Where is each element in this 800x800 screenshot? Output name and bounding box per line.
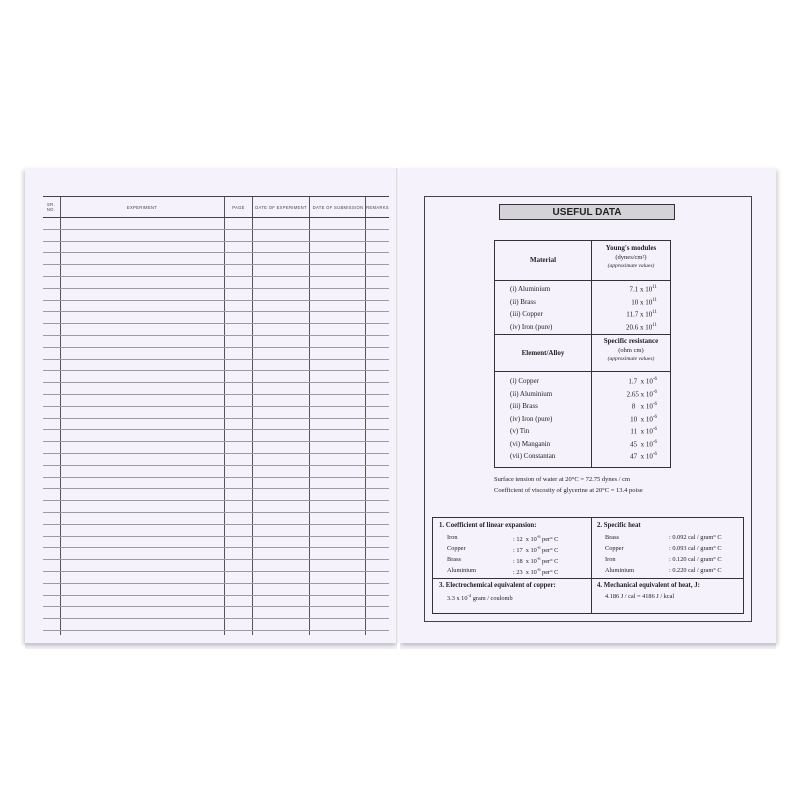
index-row-line <box>43 477 389 478</box>
index-row-line <box>43 441 389 442</box>
index-row-line <box>43 465 389 466</box>
mechanical-heat-title: 4. Mechanical equivalent of heat, J: <box>597 582 700 589</box>
index-row-line <box>43 311 389 312</box>
constants-box <box>432 517 744 614</box>
index-row-line <box>43 359 389 360</box>
constant-value-text: : 0.220 cal / gram° C <box>669 567 722 574</box>
index-row-line <box>43 394 389 395</box>
index-row-line <box>43 229 389 230</box>
index-row-line <box>43 288 389 289</box>
box-divider <box>591 518 592 613</box>
index-row-line <box>43 347 389 348</box>
index-row-line <box>43 264 389 265</box>
value-mantissa: 2.65 x 10 <box>626 389 653 398</box>
index-row-line <box>43 335 389 336</box>
value-mantissa: 11.7 x 10 <box>626 310 653 319</box>
useful-data-frame <box>424 196 752 622</box>
constant-value-text: : 0.092 cal / gram° C <box>669 534 722 541</box>
value-mantissa: 10 x 10 <box>631 297 653 306</box>
index-row-line <box>43 453 389 454</box>
header-sr-no: SR. NO. <box>46 202 56 212</box>
header-experiment: EXPERIMENT <box>126 204 158 210</box>
value-mantissa: 11 x 10 <box>630 427 653 436</box>
specific-resistance-approx: (approximate values) <box>607 356 655 362</box>
linear-expansion-title: 1. Coefficient of linear expansion: <box>439 522 537 529</box>
material-value <box>577 452 657 460</box>
value-mantissa: 7.1 x 10 <box>629 285 653 294</box>
material-properties-table <box>494 240 671 468</box>
index-row-line <box>43 630 389 631</box>
column-divider <box>224 197 225 635</box>
constant-material: Iron <box>605 556 616 563</box>
index-row-line <box>43 512 389 513</box>
material-name: (iv) Iron (pure) <box>510 414 553 423</box>
constant-unit: per° C <box>540 558 559 566</box>
specific-resistance-units: (ohm cm) <box>618 347 644 354</box>
material-value <box>577 377 657 385</box>
specific-heat-title: 2. Specific heat <box>597 522 641 529</box>
electrochemical-exponent: -4 <box>467 593 472 598</box>
constant-material: Aluminium <box>605 567 635 574</box>
value-exponent: -6 <box>652 414 657 420</box>
youngs-modulus-header <box>592 244 670 271</box>
mechanical-heat-value: 4.186 J / cal = 4186 J / kcal <box>605 593 675 600</box>
index-row-line <box>43 382 389 383</box>
constant-exponent: -6 <box>536 534 541 539</box>
constant-value <box>513 545 558 554</box>
constant-material: Brass <box>447 556 461 563</box>
material-name: (vii) Constantan <box>510 452 556 460</box>
constant-value-text: : 23 x 10 <box>513 569 537 577</box>
surface-tension-note: Surface tension of water at 20°C = 72.75 dynes / cm <box>494 476 631 483</box>
value-mantissa: 20.6 x 10 <box>626 322 653 331</box>
specific-resistance-title: Specific resistance <box>603 337 659 345</box>
viscosity-note: Coefficient of viscosity of glycerine at 20°C = 13.4 poise <box>494 487 643 494</box>
index-row-line <box>43 406 389 407</box>
material-value <box>577 415 657 423</box>
material-value <box>577 323 657 331</box>
constant-material: Brass <box>605 534 619 541</box>
material-value <box>577 402 657 410</box>
youngs-modulus-title: Young's modules <box>605 244 657 252</box>
material-name: (iii) Copper <box>510 310 543 318</box>
material-name: (ii) Aluminium <box>510 389 553 398</box>
constant-exponent: -6 <box>536 556 541 561</box>
column-divider <box>60 197 61 635</box>
index-row-line <box>43 429 389 430</box>
material-value <box>577 298 657 306</box>
value-mantissa: 8 x 10 <box>631 402 653 411</box>
useful-data-title: USEFUL DATA <box>499 204 675 220</box>
table-divider <box>495 280 670 281</box>
constant-unit: per° C <box>540 569 559 577</box>
material-name: (iv) Iron (pure) <box>510 322 553 331</box>
value-mantissa: 45 x 10 <box>630 439 653 448</box>
index-row-line <box>43 595 389 596</box>
index-row-line <box>43 500 389 501</box>
value-exponent: 11 <box>652 285 657 290</box>
constant-unit: per° C <box>540 536 559 544</box>
electrochemical-unit: gram / coulomb <box>471 595 513 603</box>
element-alloy-header: Element/Alloy <box>521 349 565 357</box>
constant-value-text: : 0.120 cal / gram° C <box>669 556 722 563</box>
value-exponent: -6 <box>652 377 657 382</box>
electrochemical-mantissa: 3.3 x 10 <box>447 595 468 603</box>
value-mantissa: 1.7 x 10 <box>628 377 653 386</box>
constant-material: Aluminium <box>447 567 477 574</box>
material-header: Material <box>529 256 557 264</box>
table-divider <box>495 334 670 335</box>
constant-value <box>513 556 558 565</box>
index-page <box>25 168 397 643</box>
specific-resistance-header <box>592 337 670 364</box>
index-row-line <box>43 618 389 619</box>
youngs-modulus-approx: (approximate values) <box>607 263 655 269</box>
index-row-line <box>43 606 389 607</box>
constant-value-text: : 12 x 10 <box>513 536 537 544</box>
constant-material: Copper <box>447 545 466 552</box>
constant-value <box>669 545 722 552</box>
column-divider <box>309 197 310 635</box>
material-name: (v) Tin <box>510 427 530 435</box>
material-value <box>577 427 657 435</box>
value-exponent: 11 <box>652 310 657 315</box>
material-name: (vi) Manganin <box>510 439 551 448</box>
header-remarks: REMARKS <box>366 204 389 210</box>
index-row-line <box>43 252 389 253</box>
constant-value-text: : 17 x 10 <box>513 547 537 555</box>
column-divider <box>365 197 366 635</box>
value-exponent: -6 <box>652 439 657 445</box>
value-exponent: 11 <box>652 322 657 328</box>
index-row-line <box>43 418 389 419</box>
value-exponent: 11 <box>652 297 657 303</box>
value-exponent: -6 <box>652 389 657 395</box>
material-value <box>577 285 657 293</box>
column-divider <box>252 197 253 635</box>
index-row-line <box>43 536 389 537</box>
value-mantissa: 47 x 10 <box>630 452 653 461</box>
constant-value <box>513 534 558 543</box>
box-divider <box>433 578 743 579</box>
header-date-of-experiment: DATE OF EXPERIMENT <box>255 204 307 210</box>
value-exponent: -6 <box>652 402 657 407</box>
electrochemical-title: 3. Electrochemical equivalent of copper: <box>439 582 556 589</box>
header-page: PAGE <box>232 204 245 210</box>
electrochemical-value <box>447 593 513 602</box>
index-row-line <box>43 583 389 584</box>
constant-value-text: : 18 x 10 <box>513 558 537 566</box>
material-name: (i) Copper <box>510 377 539 385</box>
material-name: (iii) Brass <box>510 402 538 410</box>
material-value <box>577 310 657 318</box>
value-mantissa: 10 x 10 <box>630 414 653 423</box>
index-row-line <box>43 524 389 525</box>
constant-material: Copper <box>605 545 624 552</box>
constant-value <box>669 556 722 563</box>
index-row-line <box>43 276 389 277</box>
index-row-line <box>43 300 389 301</box>
material-value <box>577 440 657 448</box>
constant-exponent: -6 <box>536 567 541 572</box>
useful-data-page <box>400 168 776 643</box>
header-date-of-submission: DATE OF SUBMISSION <box>312 204 364 210</box>
index-row-line <box>43 547 389 548</box>
constant-unit: per° C <box>540 547 559 555</box>
index-row-line <box>43 488 389 489</box>
index-row-line <box>43 323 389 324</box>
constant-value <box>513 567 558 576</box>
table-divider <box>495 371 670 372</box>
material-name: (ii) Brass <box>510 297 536 306</box>
constant-exponent: -6 <box>536 545 541 550</box>
constant-value <box>669 534 722 541</box>
value-exponent: -6 <box>652 452 657 457</box>
youngs-modulus-units: (dynes/cm²) <box>615 254 647 261</box>
index-row-line <box>43 217 389 218</box>
material-name: (i) Aluminium <box>510 285 551 293</box>
index-row-line <box>43 370 389 371</box>
index-row-line <box>43 571 389 572</box>
constant-value <box>669 567 722 574</box>
value-exponent: -6 <box>652 427 657 432</box>
index-table <box>43 196 389 634</box>
material-value <box>577 390 657 398</box>
constant-material: Iron <box>447 534 458 541</box>
constant-value-text: : 0.093 cal / gram° C <box>669 545 722 552</box>
index-row-line <box>43 559 389 560</box>
index-row-line <box>43 241 389 242</box>
